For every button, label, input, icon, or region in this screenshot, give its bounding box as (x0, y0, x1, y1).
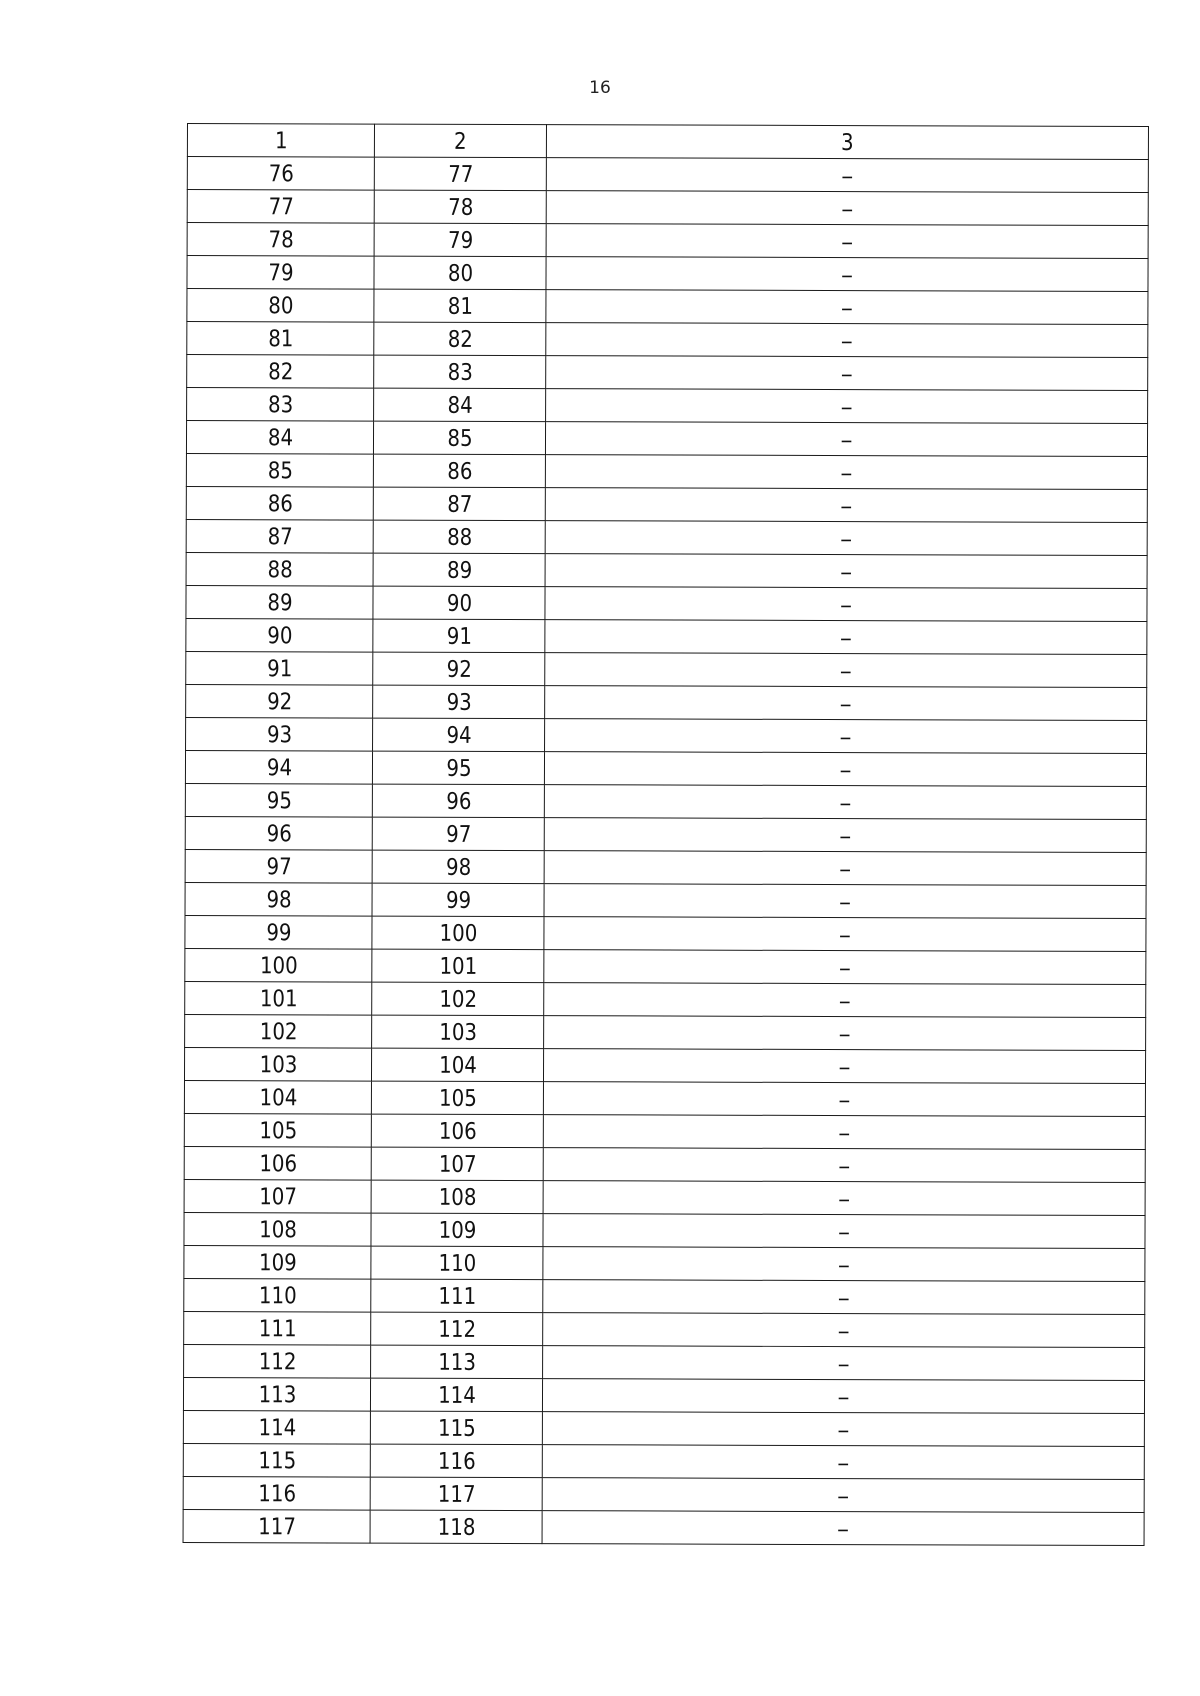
table-cell-col-3: – (542, 1511, 1144, 1546)
table-cell-col-2: 88 (385, 520, 533, 553)
table-cell-col-3: – (545, 488, 1147, 523)
table-cell-col-3: – (544, 1016, 1146, 1051)
table-row (184, 1311, 1145, 1347)
data-table (183, 123, 1149, 1546)
table-row (184, 1212, 1145, 1248)
table-cell-col-3: – (544, 752, 1146, 787)
table-row (187, 388, 1148, 424)
table-cell-col-3: – (543, 1082, 1145, 1117)
table-cell-col-3: – (546, 191, 1148, 226)
table-cell-col-2: 93 (385, 685, 533, 718)
table-cell-col-1: 95 (198, 784, 359, 818)
table-cell-col-2: 77 (386, 157, 534, 190)
table-cell-col-2: 103 (384, 1015, 532, 1048)
column-header-2-label: 2 (454, 128, 467, 155)
table-cell-col-2: 106 (383, 1114, 531, 1147)
table-row (186, 684, 1147, 720)
table-row (186, 651, 1147, 687)
table-cell-col-2: 91 (385, 619, 533, 652)
table-cell-col-2: 115 (382, 1411, 530, 1444)
table-cell-col-1: 82 (200, 355, 361, 389)
table-cell-col-3: – (546, 257, 1148, 292)
table-cell-col-3: – (544, 818, 1146, 853)
table-row (186, 585, 1147, 621)
table-row (186, 421, 1147, 457)
table-cell-col-2: 114 (382, 1378, 530, 1411)
table-cell-col-3: – (543, 1115, 1145, 1150)
table-cell-col-1: 87 (199, 520, 360, 554)
table-cell-col-1: 90 (199, 619, 360, 653)
table-cell-col-2: 81 (386, 289, 534, 322)
table-cell-col-1: 77 (200, 190, 361, 224)
table-cell-col-1: 103 (198, 1048, 359, 1082)
table-cell-col-2: 97 (384, 817, 532, 850)
table-cell-col-1: 106 (197, 1147, 358, 1181)
table-row (187, 157, 1148, 193)
table-cell-col-1: 99 (198, 916, 359, 950)
table-cell-col-3: – (544, 851, 1146, 886)
table-cell-col-3: – (546, 158, 1148, 193)
table-cell-col-1: 113 (197, 1378, 358, 1412)
table-cell-col-2: 109 (383, 1213, 531, 1246)
table-row (184, 1113, 1145, 1149)
table-cell-col-2: 82 (386, 322, 534, 355)
table-row (185, 783, 1146, 819)
table-cell-col-2: 102 (384, 982, 532, 1015)
table-cell-col-3: – (544, 884, 1146, 919)
table-cell-col-2: 80 (386, 256, 534, 289)
table-cell-col-3: – (545, 719, 1147, 754)
table-row (187, 289, 1148, 325)
table-row (183, 1476, 1144, 1512)
table-header-row (187, 124, 1148, 160)
table-cell-col-1: 98 (198, 883, 359, 917)
table-cell-col-2: 104 (384, 1048, 532, 1081)
table-cell-col-1: 107 (197, 1180, 358, 1214)
table-cell-col-3: – (543, 1181, 1145, 1216)
table-cell-col-3: – (542, 1478, 1144, 1513)
table-cell-col-1: 88 (199, 553, 360, 587)
table-row (183, 1377, 1144, 1413)
table-cell-col-1: 78 (200, 223, 361, 257)
table-row (186, 486, 1147, 522)
table-row (186, 717, 1147, 753)
table-row (185, 750, 1146, 786)
table-cell-col-1: 109 (197, 1246, 358, 1280)
table-cell-col-1: 89 (199, 586, 360, 620)
table-cell-col-2: 78 (386, 190, 534, 223)
table-cell-col-1: 117 (196, 1510, 357, 1544)
table-cell-col-3: – (546, 356, 1148, 391)
table-cell-col-3: – (545, 620, 1147, 655)
table-row (185, 882, 1146, 918)
table-row (184, 1278, 1145, 1314)
table-cell-col-3: – (542, 1445, 1144, 1480)
table-row (185, 816, 1146, 852)
table-cell-col-1: 112 (197, 1345, 358, 1379)
table-row (187, 223, 1148, 259)
table-row (186, 618, 1147, 654)
column-header-3 (546, 125, 1148, 160)
table-cell-col-1: 114 (196, 1411, 357, 1445)
table-cell-col-1: 115 (196, 1444, 357, 1478)
table-row (187, 256, 1148, 292)
table-row (187, 190, 1148, 226)
table-cell-col-1: 104 (197, 1081, 358, 1115)
table-cell-col-2: 92 (385, 652, 533, 685)
table-row (186, 552, 1147, 588)
table-row (185, 981, 1146, 1017)
table-cell-col-2: 113 (383, 1345, 531, 1378)
table-cell-col-3: – (544, 950, 1146, 985)
table-cell-col-3: – (546, 224, 1148, 259)
table-cell-col-1: 80 (200, 289, 361, 323)
table-cell-col-2: 87 (385, 487, 533, 520)
table-cell-col-1: 102 (198, 1015, 359, 1049)
table-cell-col-2: 99 (384, 883, 532, 916)
table-row (184, 1179, 1145, 1215)
table-cell-col-2: 117 (382, 1477, 530, 1510)
table-cell-col-1: 85 (199, 454, 360, 488)
table-cell-col-3: – (546, 323, 1148, 358)
table-row (184, 1080, 1145, 1116)
table-cell-col-1: 105 (197, 1114, 358, 1148)
table-row (185, 1014, 1146, 1050)
table-cell-col-2: 89 (385, 553, 533, 586)
table-cell-col-2: 96 (384, 784, 532, 817)
table-cell-col-1: 86 (199, 487, 360, 521)
table-cell-col-3: – (543, 1346, 1145, 1381)
table-cell-col-1: 116 (196, 1477, 357, 1511)
table-cell-col-3: – (545, 653, 1147, 688)
table-cell-col-2: 118 (382, 1510, 530, 1543)
table-cell-col-2: 101 (384, 949, 532, 982)
table-row (184, 1344, 1145, 1380)
table-row (184, 1146, 1145, 1182)
table-row (187, 322, 1148, 358)
column-header-1-label: 1 (274, 128, 288, 155)
table-cell-col-2: 94 (385, 718, 533, 751)
table-cell-col-3: – (543, 1214, 1145, 1249)
table-cell-col-1: 110 (197, 1279, 358, 1313)
table-cell-col-2: 110 (383, 1246, 531, 1279)
table-cell-col-3: – (545, 455, 1147, 490)
table-cell-col-2: 90 (385, 586, 533, 619)
table-cell-col-1: 101 (198, 982, 359, 1016)
table-cell-col-2: 79 (386, 223, 534, 256)
table-cell-col-2: 95 (384, 751, 532, 784)
table-cell-col-1: 96 (198, 817, 359, 851)
table-cell-col-3: – (543, 1247, 1145, 1282)
table-cell-col-1: 93 (199, 718, 360, 752)
column-header-1 (187, 124, 374, 158)
table-body (183, 157, 1148, 1546)
table-row (187, 355, 1148, 391)
table-cell-col-2: 116 (382, 1444, 530, 1477)
table-cell-col-3: – (546, 290, 1148, 325)
table-cell-col-3: – (542, 1379, 1144, 1414)
table-cell-col-3: – (544, 983, 1146, 1018)
table-cell-col-3: – (546, 389, 1148, 424)
table-cell-col-3: – (543, 1280, 1145, 1315)
table-row (183, 1410, 1144, 1446)
table-cell-col-2: 85 (386, 421, 534, 454)
table-cell-col-1: 81 (200, 322, 361, 356)
table-cell-col-3: – (544, 785, 1146, 820)
table-cell-col-2: 98 (384, 850, 532, 883)
table-cell-col-1: 91 (199, 652, 360, 686)
table-cell-col-2: 111 (383, 1279, 531, 1312)
table-cell-col-3: – (545, 554, 1147, 589)
table-cell-col-1: 92 (199, 685, 360, 719)
table-cell-col-1: 79 (200, 256, 361, 290)
table-row (185, 948, 1146, 984)
table-cell-col-1: 108 (197, 1213, 358, 1247)
column-header-2 (374, 124, 546, 158)
table-row (185, 915, 1146, 951)
table-row (183, 1443, 1144, 1479)
table-cell-col-3: – (545, 422, 1147, 457)
table-row (185, 849, 1146, 885)
table-cell-col-1: 84 (200, 421, 361, 455)
table-cell-col-2: 83 (386, 355, 534, 388)
table-row (186, 453, 1147, 489)
table-cell-col-1: 76 (200, 157, 361, 191)
table-cell-col-3: – (542, 1412, 1144, 1447)
table-cell-col-2: 86 (385, 454, 533, 487)
table-cell-col-2: 84 (386, 388, 534, 421)
table-row (186, 519, 1147, 555)
table-cell-col-1: 100 (198, 949, 359, 983)
table-header (187, 124, 1148, 160)
table-row (184, 1245, 1145, 1281)
table-cell-col-1: 97 (198, 850, 359, 884)
table-cell-col-3: – (545, 587, 1147, 622)
table-cell-col-3: – (543, 1313, 1145, 1348)
table-row (184, 1047, 1145, 1083)
table-cell-col-1: 94 (199, 751, 360, 785)
table-cell-col-3: – (543, 1049, 1145, 1084)
table-cell-col-3: – (544, 917, 1146, 952)
table-cell-col-2: 112 (383, 1312, 531, 1345)
table-cell-col-3: – (543, 1148, 1145, 1183)
table-cell-col-1: 111 (197, 1312, 358, 1346)
table-row (183, 1509, 1144, 1545)
table-cell-col-3: – (545, 686, 1147, 721)
table-cell-col-3: – (545, 521, 1147, 556)
page-number: 16 (589, 78, 611, 98)
table-cell-col-2: 108 (383, 1180, 531, 1213)
column-header-3-label: 3 (841, 130, 854, 157)
table-cell-col-1: 83 (200, 388, 361, 422)
table-cell-col-2: 105 (383, 1081, 531, 1114)
table-cell-col-2: 107 (383, 1147, 531, 1180)
table-cell-col-2: 100 (384, 916, 532, 949)
